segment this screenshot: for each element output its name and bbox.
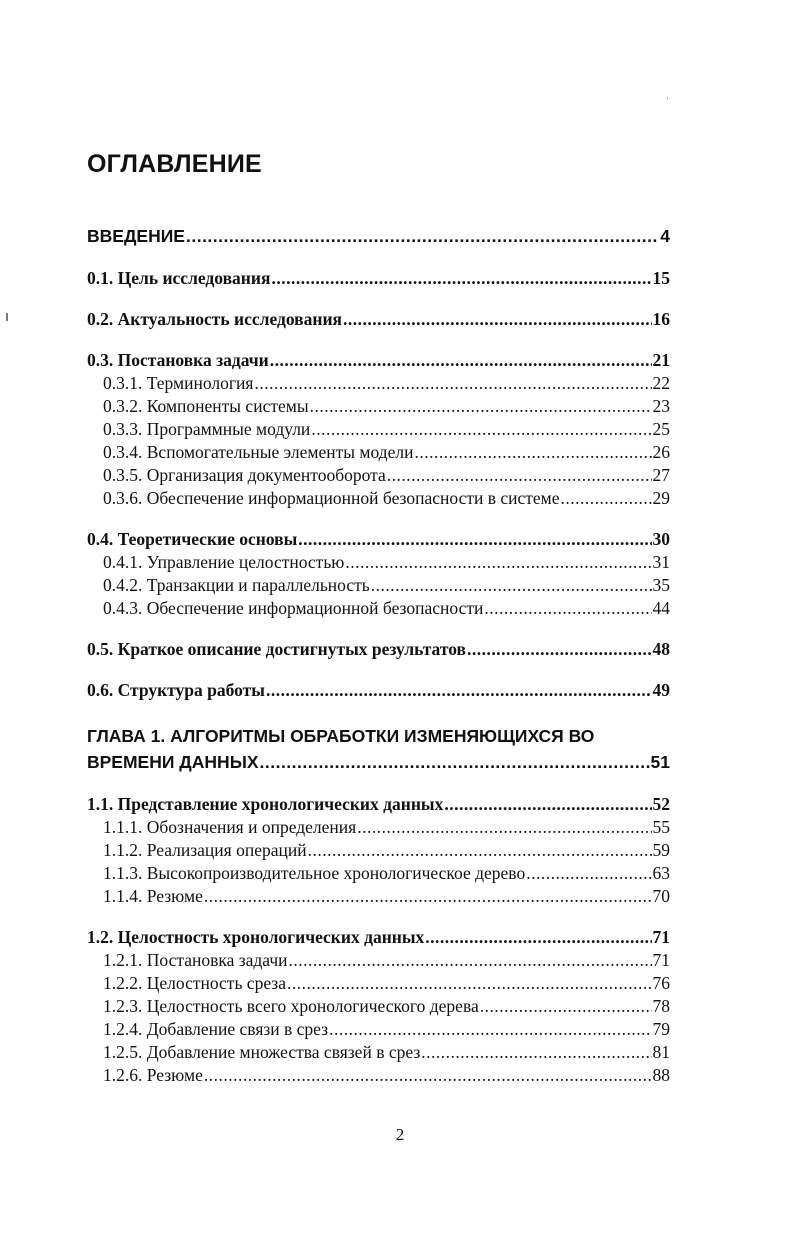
toc-entry-title: ВВЕДЕНИЕ <box>87 226 185 246</box>
toc-entry-title: 1.1.1. Обозначения и определения <box>103 817 357 837</box>
toc-section-0-3[interactable] <box>87 349 670 372</box>
dot-leader <box>561 487 652 510</box>
toc-page-number: 51 <box>650 752 670 772</box>
dot-leader <box>287 972 652 995</box>
toc-section-0-5[interactable] <box>87 638 670 661</box>
dot-leader <box>371 574 652 597</box>
toc-page-number: 29 <box>652 488 670 508</box>
toc-page-number: 22 <box>652 373 670 393</box>
toc-page-number: 49 <box>652 680 670 700</box>
dot-leader <box>421 1041 651 1064</box>
toc-entry-title: 1.1.3. Высокопроизводительное хронологическое дерево <box>103 863 526 883</box>
toc-page-number: 31 <box>652 552 670 572</box>
dot-leader <box>311 418 651 441</box>
dot-leader <box>271 267 651 290</box>
toc-entry-title: 0.3.3. Программные модули <box>103 419 311 439</box>
dot-leader <box>289 949 652 972</box>
page-title: ОГЛАВЛЕНИЕ <box>87 150 262 178</box>
toc-section-0-2[interactable] <box>87 308 670 331</box>
toc-entry-title: 1.1.4. Резюме <box>103 886 203 906</box>
dot-leader <box>254 372 651 395</box>
dot-leader <box>270 349 652 372</box>
toc-subsection-1-1-1[interactable] <box>87 816 670 839</box>
toc-entry-title: 1.2.5. Добавление множества связей в срез <box>103 1042 421 1062</box>
toc-section-0-6[interactable] <box>87 679 670 702</box>
toc-entry-introduction[interactable] <box>87 223 670 249</box>
toc-page-number: 79 <box>652 1019 670 1039</box>
dot-leader <box>484 597 651 620</box>
toc-entry-title: 0.4.2. Транзакции и параллельность <box>103 575 370 595</box>
toc-entry-title: 1.2.3. Целостность всего хронологического дерева <box>103 996 479 1016</box>
toc-subsection-1-2-2[interactable] <box>87 972 670 995</box>
toc-subsection-0-4-2[interactable] <box>87 574 670 597</box>
toc-subsection-1-2-3[interactable] <box>87 995 670 1018</box>
toc-entry-title: 1.2.2. Целостность среза <box>103 973 286 993</box>
scan-speck <box>6 313 8 321</box>
toc-page-number: 26 <box>652 442 670 462</box>
toc-entry-title: ВРЕМЕНИ ДАННЫХ <box>87 752 259 772</box>
toc-subsection-0-4-1[interactable] <box>87 551 670 574</box>
toc-subsection-0-3-4[interactable] <box>87 441 670 464</box>
dot-leader <box>387 464 652 487</box>
toc-page-number: 81 <box>652 1042 670 1062</box>
toc-section-0-1[interactable] <box>87 267 670 290</box>
toc-entry-title: 0.4. Теоретические основы <box>87 529 298 549</box>
toc-chapter-1[interactable] <box>87 749 670 775</box>
toc-entry-title: 0.3.6. Обеспечение информационной безопасности в системе <box>103 488 560 508</box>
toc-entry-title: 0.4.1. Управление целостностью <box>103 552 345 572</box>
dot-leader <box>343 308 651 331</box>
toc-entry-title: 0.3.5. Организация документооборота <box>103 465 386 485</box>
scan-speck <box>667 97 668 100</box>
dot-leader <box>414 441 651 464</box>
toc-entry-title: 1.2.1. Постановка задачи <box>103 950 288 970</box>
toc-entry-title: 0.2. Актуальность исследования <box>87 309 343 329</box>
dot-leader <box>444 793 651 816</box>
dot-leader <box>308 839 652 862</box>
dot-leader <box>480 995 652 1018</box>
toc-page-number: 23 <box>652 396 670 416</box>
dot-leader <box>329 1018 651 1041</box>
dot-leader <box>266 679 652 702</box>
toc-subsection-0-3-2[interactable] <box>87 395 670 418</box>
toc-page-number: 55 <box>652 817 670 837</box>
toc-page-number: 44 <box>652 598 670 618</box>
toc-page-number: 71 <box>652 950 670 970</box>
toc-entry-title: 0.5. Краткое описание достигнутых результатов <box>87 639 466 659</box>
toc-entry-title: 1.2.6. Резюме <box>103 1065 203 1085</box>
toc-section-1-2[interactable] <box>87 926 670 949</box>
dot-leader <box>204 1064 652 1087</box>
toc-subsection-0-4-3[interactable] <box>87 597 670 620</box>
toc-page-number: 59 <box>652 840 670 860</box>
toc-page-number: 4 <box>660 226 670 246</box>
toc-page-number: 52 <box>652 794 670 814</box>
toc-page-number: 78 <box>652 996 670 1016</box>
toc-subsection-1-2-1[interactable] <box>87 949 670 972</box>
toc-subsection-1-1-2[interactable] <box>87 839 670 862</box>
dot-leader <box>298 528 651 551</box>
toc-page-number: 27 <box>652 465 670 485</box>
toc-subsection-1-2-4[interactable] <box>87 1018 670 1041</box>
toc-page-number: 71 <box>652 927 670 947</box>
toc-page-number: 63 <box>652 863 670 883</box>
toc-subsection-1-1-4[interactable] <box>87 885 670 908</box>
toc-entry-title: 0.4.3. Обеспечение информационной безопасности <box>103 598 484 618</box>
toc-page-number: 21 <box>652 350 670 370</box>
toc-page-number: 25 <box>652 419 670 439</box>
dot-leader <box>310 395 652 418</box>
toc-page-number: 76 <box>652 973 670 993</box>
toc-entry-title: 0.3.4. Вспомогательные элементы модели <box>103 442 414 462</box>
toc-subsection-1-2-5[interactable] <box>87 1041 670 1064</box>
toc-page-number: 15 <box>652 268 670 288</box>
page-number: 2 <box>395 1125 405 1144</box>
dot-leader <box>186 223 659 249</box>
dot-leader <box>467 638 652 661</box>
toc-subsection-1-2-6[interactable] <box>87 1064 670 1087</box>
toc-entry-title: 1.1.2. Реализация операций <box>103 840 307 860</box>
toc-section-1-1[interactable] <box>87 793 670 816</box>
dot-leader <box>526 862 651 885</box>
toc-subsection-0-3-3[interactable] <box>87 418 670 441</box>
toc-chapter-1-title-line1[interactable]: ГЛАВА 1. АЛГОРИТМЫ ОБРАБОТКИ ИЗМЕНЯЮЩИХСЯ ВО <box>87 726 595 746</box>
dot-leader <box>204 885 652 908</box>
toc-entry-title: 1.2. Целостность хронологических данных <box>87 927 425 947</box>
toc-page-number: 48 <box>652 639 670 659</box>
toc-subsection-0-3-6[interactable] <box>87 487 670 510</box>
toc-entry-title: 0.1. Цель исследования <box>87 268 271 288</box>
toc-page-number: 16 <box>652 309 670 329</box>
toc-entry-title: 0.3. Постановка задачи <box>87 350 269 370</box>
toc-entry-title: 0.3.2. Компоненты системы <box>103 396 309 416</box>
toc-section-0-4[interactable] <box>87 528 670 551</box>
toc-entry-title: 1.2.4. Добавление связи в срез <box>103 1019 329 1039</box>
toc-entry-title: 0.6. Структура работы <box>87 680 265 700</box>
toc-page-number: 70 <box>652 886 670 906</box>
toc-page-number: 88 <box>652 1065 670 1085</box>
toc-entry-title: 1.1. Представление хронологических данных <box>87 794 444 814</box>
dot-leader <box>357 816 651 839</box>
table-of-contents <box>87 223 670 1087</box>
toc-subsection-1-1-3[interactable] <box>87 862 670 885</box>
dot-leader <box>345 551 651 574</box>
toc-subsection-0-3-1[interactable] <box>87 372 670 395</box>
toc-page-number: 35 <box>652 575 670 595</box>
toc-page-number: 30 <box>652 529 670 549</box>
dot-leader <box>425 926 651 949</box>
toc-entry-title: 0.3.1. Терминология <box>103 373 254 393</box>
dot-leader <box>260 749 650 775</box>
toc-subsection-0-3-5[interactable] <box>87 464 670 487</box>
